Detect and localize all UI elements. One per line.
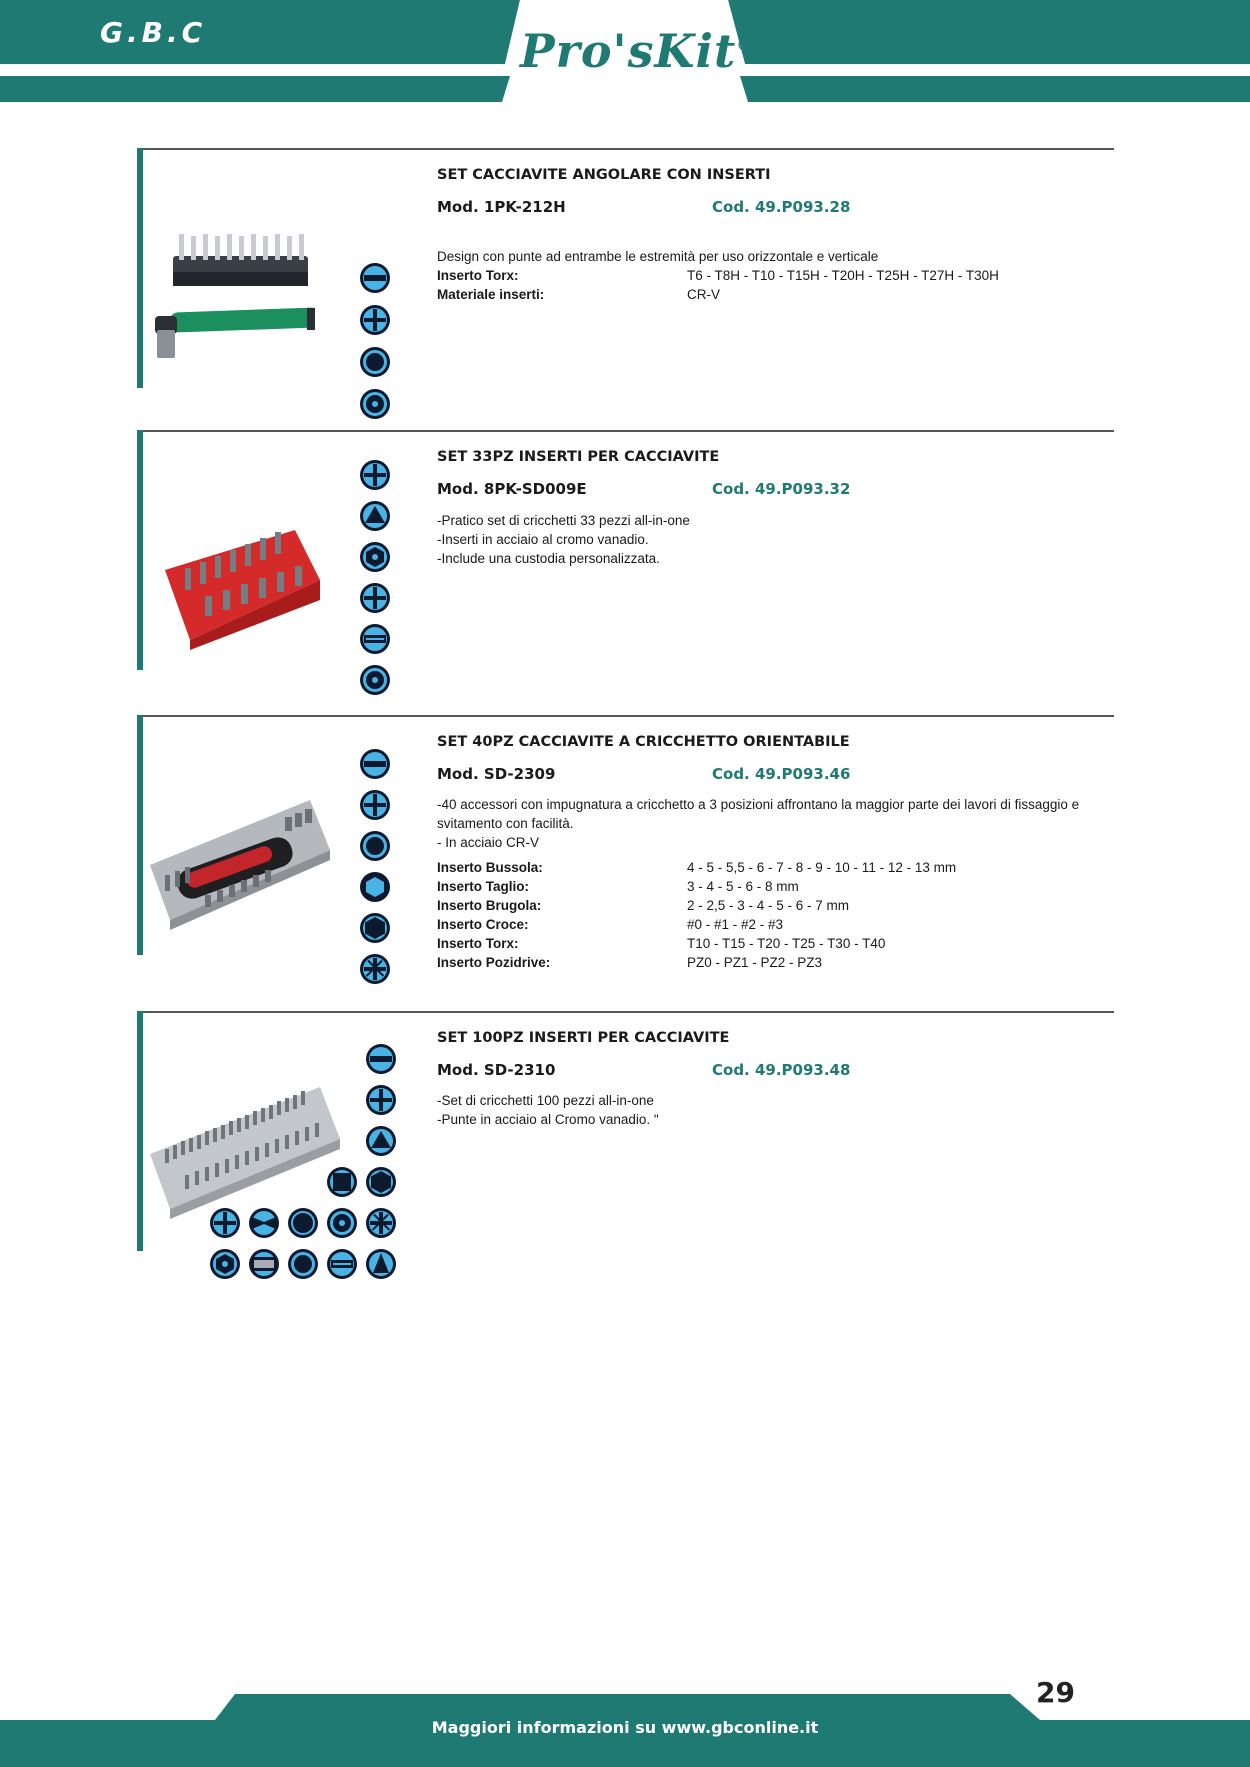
product-divider — [137, 1011, 1114, 1013]
bit-icons-group — [357, 749, 397, 994]
phillips-icon — [210, 1208, 240, 1238]
spec-label: Inserto Brugola: — [437, 898, 542, 913]
description-line: -Punte in acciaio al Cromo vanadio. " — [437, 1112, 659, 1127]
product-card — [137, 1011, 1114, 1301]
spec-label: Inserto Bussola: — [437, 860, 543, 875]
bit-icons-group — [357, 263, 397, 423]
spec-row — [437, 915, 1127, 934]
bit-icons-group — [357, 460, 397, 705]
product-divider — [137, 715, 1114, 717]
bit-icons-group — [207, 1044, 402, 1294]
product-image-33pz-bit-set — [145, 510, 325, 650]
torx-security-icon — [327, 1208, 357, 1238]
product-image-angle-screwdriver — [145, 234, 315, 364]
product-description — [437, 511, 1127, 568]
product-accent-bar — [137, 148, 143, 388]
product-accent-bar — [137, 715, 143, 955]
spline-icon — [288, 1208, 318, 1238]
spec-row — [437, 266, 1127, 285]
spec-label: Inserto Torx: — [437, 936, 519, 951]
spec-label: Inserto Taglio: — [437, 879, 530, 894]
phillips-icon — [360, 790, 390, 820]
torx-security-icon — [360, 389, 390, 419]
phillips-icon — [360, 460, 390, 490]
product-card — [137, 430, 1114, 690]
phillips-icon — [366, 1085, 396, 1115]
registered-mark: ® — [736, 35, 754, 55]
spec-value: T6 - T8H - T10 - T15H - T20H - T25H - T27H - T30H — [687, 268, 999, 283]
product-title: SET 33PZ INSERTI PER CACCIAVITE — [437, 449, 720, 465]
slotted-icon — [366, 1044, 396, 1074]
torx-icon — [360, 347, 390, 377]
product-model: Mod. SD-2309 — [437, 765, 556, 783]
description-line: Design con punte ad entrambe le estremità per uso orizzontale e verticale — [437, 249, 879, 264]
product-description — [437, 1091, 1127, 1129]
footer-website-text: Maggiori informazioni su www.gbconline.it — [431, 1718, 819, 1737]
bowtie-icon — [249, 1208, 279, 1238]
phillips-icon — [360, 583, 390, 613]
pozidriv-icon — [360, 954, 390, 984]
spec-label: Inserto Pozidrive: — [437, 955, 551, 970]
slotted-security-icon — [327, 1249, 357, 1279]
product-code: Cod. 49.P093.28 — [712, 198, 851, 216]
slotted-icon — [360, 749, 390, 779]
spec-row — [437, 953, 1127, 972]
product-divider — [137, 430, 1114, 432]
spec-label: Inserto Croce: — [437, 917, 529, 932]
spec-value: 4 - 5 - 5,5 - 6 - 7 - 8 - 9 - 10 - 11 - 12 - 13 mm — [687, 860, 957, 875]
product-code: Cod. 49.P093.46 — [712, 765, 851, 783]
square-icon — [327, 1167, 357, 1197]
hex-security-icon — [210, 1249, 240, 1279]
description-line: -Set di cricchetti 100 pezzi all-in-one — [437, 1093, 654, 1108]
proskit-logo — [520, 24, 753, 78]
product-model: Mod. 1PK-212H — [437, 198, 566, 216]
hex-icon — [366, 1167, 396, 1197]
description-line: -Inserti in acciaio al cromo vanadio. — [437, 532, 649, 547]
product-card — [137, 715, 1114, 1005]
description-line: -Pratico set di cricchetti 33 pezzi all-in-one — [437, 513, 690, 528]
torx-security-icon — [360, 665, 390, 695]
spec-value: CR-V — [687, 287, 720, 302]
product-title: SET 100PZ INSERTI PER CACCIAVITE — [437, 1030, 730, 1046]
tri-wing-icon — [360, 501, 390, 531]
pozidriv-icon — [366, 1208, 396, 1238]
description-line: -Include una custodia personalizzata. — [437, 551, 660, 566]
product-title: SET 40PZ CACCIAVITE A CRICCHETTO ORIENTABILE — [437, 734, 850, 750]
torx-icon — [288, 1249, 318, 1279]
product-title: SET CACCIAVITE ANGOLARE CON INSERTI — [437, 167, 771, 183]
product-card — [137, 148, 1114, 398]
hex-socket-icon — [360, 872, 390, 902]
product-accent-bar — [137, 430, 143, 670]
description-line: -40 accessori con impugnatura a cricchetto a 3 posizioni affrontano la maggior parte dei lavori di fissaggio e svitamento con facilità. — [437, 797, 1080, 831]
product-description — [437, 795, 1127, 972]
spec-value: T10 - T15 - T20 - T25 - T30 - T40 — [687, 936, 886, 951]
spec-value: 3 - 4 - 5 - 6 - 8 mm — [687, 879, 799, 894]
torx-icon — [360, 831, 390, 861]
slotted-icon — [360, 263, 390, 293]
spec-value: 2 - 2,5 - 3 - 4 - 5 - 6 - 7 mm — [687, 898, 850, 913]
description-line: - In acciaio CR-V — [437, 835, 540, 850]
spec-value: #0 - #1 - #2 - #3 — [687, 917, 784, 932]
product-code: Cod. 49.P093.48 — [712, 1061, 851, 1079]
hex-security-icon — [360, 542, 390, 572]
product-accent-bar — [137, 1011, 143, 1251]
product-divider — [137, 148, 1114, 150]
product-description — [437, 247, 1127, 304]
spec-label: Inserto Torx: — [437, 268, 519, 283]
gbc-logo: G.B.C — [100, 16, 207, 49]
slotted-security-icon — [360, 624, 390, 654]
product-code: Cod. 49.P093.32 — [712, 480, 851, 498]
tri-point-icon — [366, 1249, 396, 1279]
spec-row — [437, 858, 1127, 877]
spec-row — [437, 896, 1127, 915]
hex-icon — [360, 913, 390, 943]
spec-row — [437, 877, 1127, 896]
tri-wing-icon — [366, 1126, 396, 1156]
product-model: Mod. SD-2310 — [437, 1061, 556, 1079]
spec-row — [437, 934, 1127, 953]
slotted-wide-icon — [249, 1249, 279, 1279]
spec-label: Materiale inserti: — [437, 287, 545, 302]
brand-logo-text: Pro'sKit — [520, 24, 737, 78]
spec-value: PZ0 - PZ1 - PZ2 - PZ3 — [687, 955, 823, 970]
product-image-40pz-ratchet-set — [145, 795, 335, 935]
page-number: 29 — [1036, 1676, 1075, 1709]
phillips-icon — [360, 305, 390, 335]
spec-row — [437, 285, 1127, 304]
product-model: Mod. 8PK-SD009E — [437, 480, 587, 498]
